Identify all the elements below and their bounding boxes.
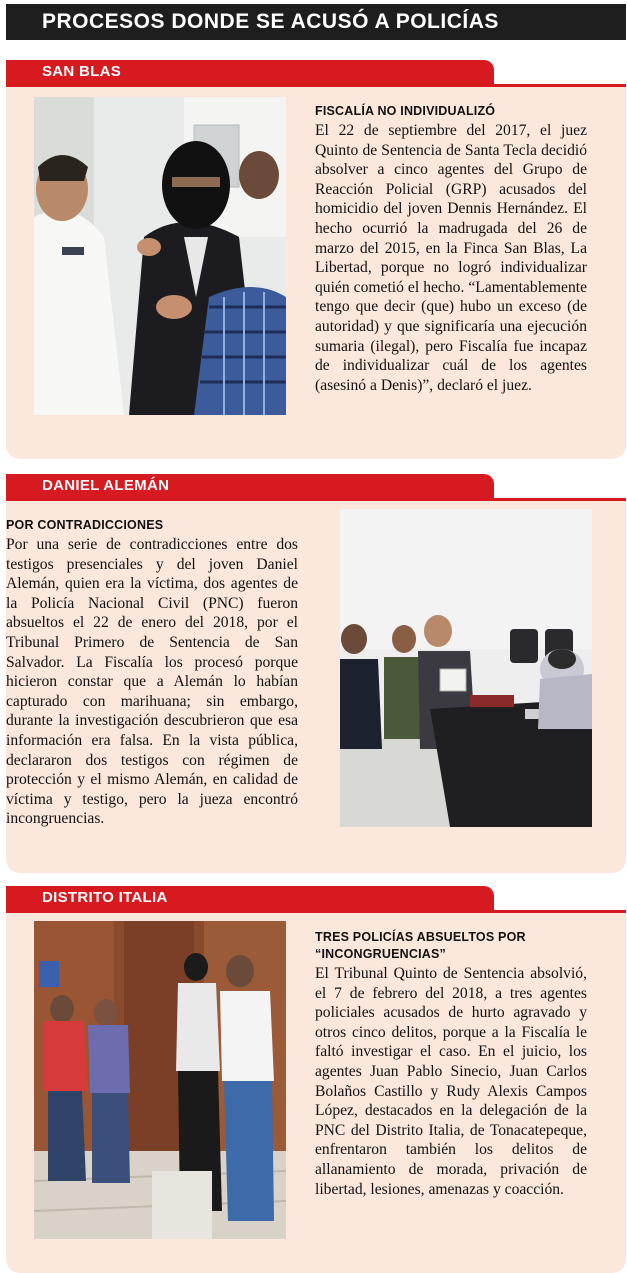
section-daniel-aleman: [6, 474, 626, 873]
section-panel: [6, 913, 626, 1273]
photo-courtroom: [340, 509, 592, 827]
section-tab: SAN BLAS: [6, 60, 494, 84]
section-panel: [6, 501, 626, 873]
article-kicker: TRES POLICÍAS ABSUELTOS POR “INCONGRUENCIAS”: [315, 930, 526, 961]
article-body: El Tribunal Quinto de Sentencia absolvió, el 7 de febrero del 2018, a tres agentes policiales acusados de hurto agravado y otros cinco delitos, porque a la Fiscalía le faltó investigar el caso. En el juicio, los agentes Juan Pablo Sinecio, Juan Carlos Bolaños Castillo y Rudy Alexis Campos López, destacados en la delegación de la PNC del Distrito Italia, de Tonacatepeque, enfrentaron también los delitos de allanamiento de morada, privación de libertad, lesiones, amenazas y coacción.: [315, 965, 587, 1198]
section-tab: DANIEL ALEMÁN: [6, 474, 494, 498]
section-tab: DISTRITO ITALIA: [6, 886, 494, 910]
photo-escort: [34, 921, 286, 1239]
article-body: Por una serie de contradicciones entre dos testigos presenciales y del joven Daniel Alemán, quien era la víctima, dos agentes de la Policía Nacional Civil (PNC) fueron absueltos el 22 de enero del 2018, por el Tribunal Primero de Sentencia de San Salvador. La Fiscalía los procesó porque hicieron constar que a Alemán lo habían capturado con marihuana; sin embargo, durante la investigación descubrieron que esa información era falsa. En la vista pública, declararon dos testigos con régimen de protección y el mismo Alemán, en calidad de víctima y testigo, pero la jueza encontró incongruencias.: [6, 536, 298, 828]
photo-san-blas: [34, 97, 286, 415]
article-daniel-aleman: [6, 517, 298, 829]
article-kicker: POR CONTRADICCIONES: [6, 518, 164, 532]
article-distrito-italia: [315, 929, 587, 1199]
article-kicker: FISCALÍA NO INDIVIDUALIZÓ: [315, 104, 496, 118]
section-panel: [6, 87, 626, 459]
section-distrito-italia: [6, 886, 626, 1273]
page-title: PROCESOS DONDE SE ACUSÓ A POLICÍAS: [6, 4, 626, 40]
article-san-blas: [315, 103, 587, 395]
article-body: El 22 de septiembre del 2017, el juez Quinto de Sentencia de Santa Tecla decidió absolver a cinco agentes del Grupo de Reacción Policial (GRP) acusados del homicidio del joven Dennis Hernández. El hecho ocurrió la madrugada del 26 de marzo del 2015, en la Finca San Blas, La Libertad, porque no logró individualizar quién cometió el hecho. “Lamentablemente tengo que decir (que) hubo un exceso (de autoridad) y que significaría una ejecución sumaria (ilegal), pero Fiscalía fue incapaz de individualizar cuál de los agentes (asesinó a Denis)”, declaró el juez.: [315, 122, 587, 394]
section-san-blas: [6, 60, 626, 459]
